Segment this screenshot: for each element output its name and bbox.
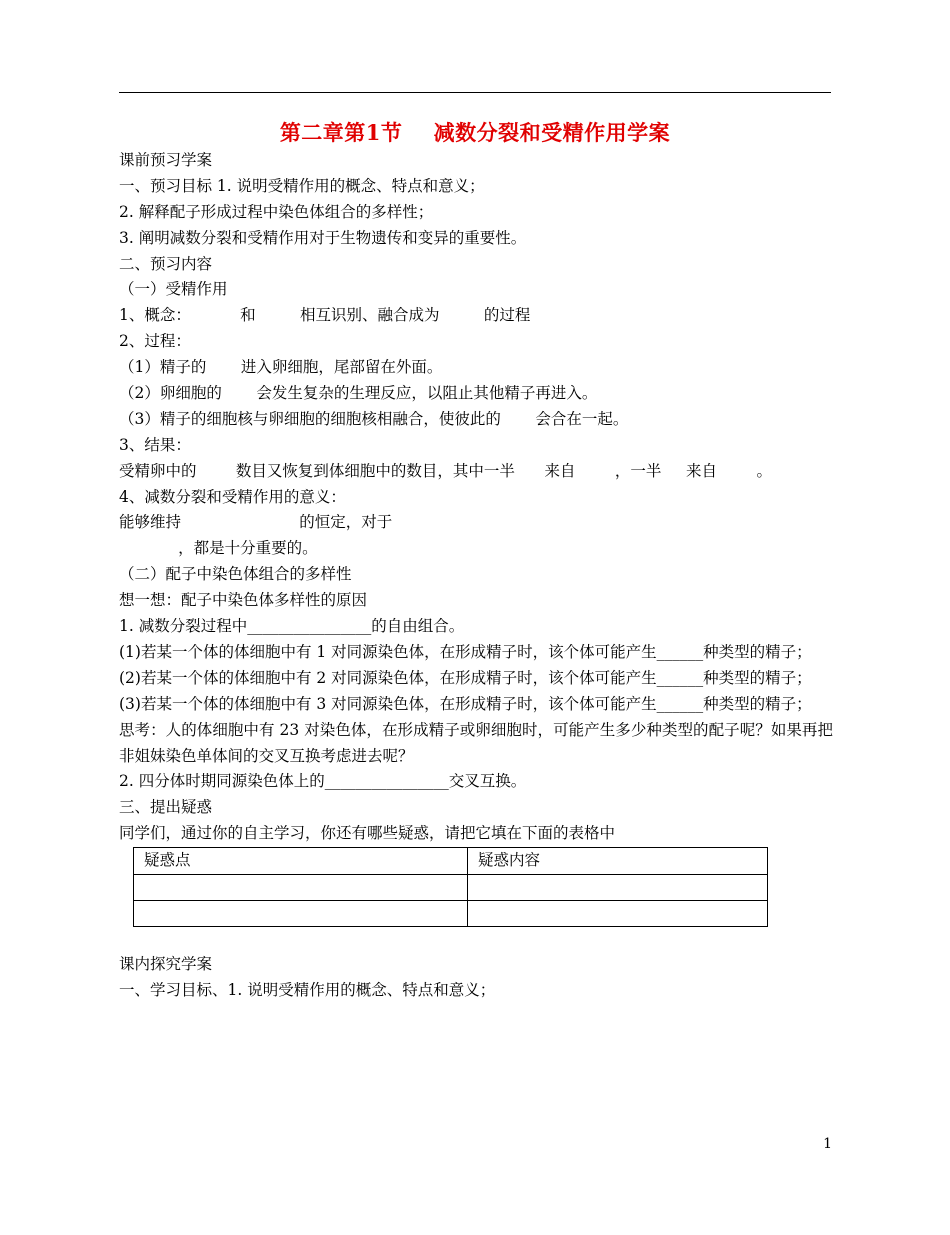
text-line: 2. 解释配子形成过程中染色体组合的多样性；: [119, 202, 434, 221]
text-line: 4、减数分裂和受精作用的意义：: [119, 487, 346, 506]
document-body: [119, 148, 833, 1004]
text-line: 课内探究学案: [119, 955, 213, 974]
text-line: 能够维持 的恒定，对于: [119, 513, 393, 532]
table-header-doubt-point: 疑惑点: [134, 848, 468, 875]
text-line: 思考：人的体细胞中有 23 对染色体，在形成精子或卵细胞时，可能产生多少种类型的配子呢？如果再把非姐妹染色单体间的交叉互换考虑进去呢？: [119, 720, 833, 765]
text-line: ，都是十分重要的。: [119, 539, 318, 558]
text-line: 课前预习学案: [119, 151, 213, 169]
text-line: （1）精子的 进入卵细胞，尾部留在外面。: [119, 358, 443, 377]
text-line: 3. 阐明减数分裂和受精作用对于生物遗传和变异的重要性。: [119, 228, 527, 247]
text-line: 受精卵中的 数目又恢复到体细胞中的数目，其中一半 来自 ，一半 来自 。: [119, 461, 772, 480]
doubts-section: [119, 769, 833, 847]
text-line: 1. 减数分裂过程中________________的自由组合。: [119, 617, 465, 636]
text-line: (2)若某一个体的体细胞中有 2 对同源染色体，在形成精子时，该个体可能产生______种类型的精子；: [119, 668, 812, 687]
text-line: 一、学习目标、1. 说明受精作用的概念、特点和意义；: [119, 980, 496, 999]
table-cell: [468, 901, 768, 927]
table-row: [134, 901, 768, 927]
question-section: [119, 640, 833, 770]
doubts-table: [133, 847, 768, 927]
table-cell: [134, 875, 468, 901]
table-header-doubt-content: 疑惑内容: [468, 848, 768, 875]
text-line: （一）受精作用: [119, 280, 228, 299]
in-class-section: [119, 952, 833, 1004]
text-line: 2、过程：: [119, 332, 191, 351]
table-header-row: [134, 848, 768, 875]
table-cell: [468, 875, 768, 901]
header-rule: [119, 92, 831, 93]
text-line: （3）精子的细胞核与卵细胞的细胞核相融合，使彼此的 会合在一起。: [119, 409, 629, 428]
text-line: (1)若某一个体的体细胞中有 1 对同源染色体，在形成精子时，该个体可能产生______种类型的精子；: [119, 642, 812, 661]
text-line: 3、结果：: [119, 435, 191, 454]
spacer: [119, 927, 833, 952]
table-cell: [134, 901, 468, 927]
page-title: 第二章第1节 减数分裂和受精作用学案: [279, 120, 671, 145]
text-line: （二）配子中染色体组合的多样性: [119, 565, 352, 584]
text-line: （2）卵细胞的 会发生复杂的生理反应，以阻止其他精子再进入。: [119, 384, 598, 403]
text-line: 二、预习内容: [119, 254, 213, 273]
preview-section: [119, 148, 833, 640]
text-line: 三、提出疑惑: [119, 798, 213, 817]
text-line: 一、预习目标 1. 说明受精作用的概念、特点和意义；: [119, 176, 485, 195]
text-line: 想一想：配子中染色体多样性的原因: [119, 591, 368, 610]
text-line: (3)若某一个体的体细胞中有 3 对同源染色体，在形成精子时，该个体可能产生______种类型的精子；: [119, 694, 812, 713]
text-line: 2. 四分体时期同源染色体上的________________交叉互换。: [119, 772, 527, 791]
page-number: 1: [823, 1136, 832, 1152]
text-line: 1、概念： 和 相互识别、融合成为 的过程: [119, 306, 531, 325]
text-line: 同学们，通过你的自主学习，你还有哪些疑惑，请把它填在下面的表格中: [119, 824, 616, 843]
table-row: [134, 875, 768, 901]
